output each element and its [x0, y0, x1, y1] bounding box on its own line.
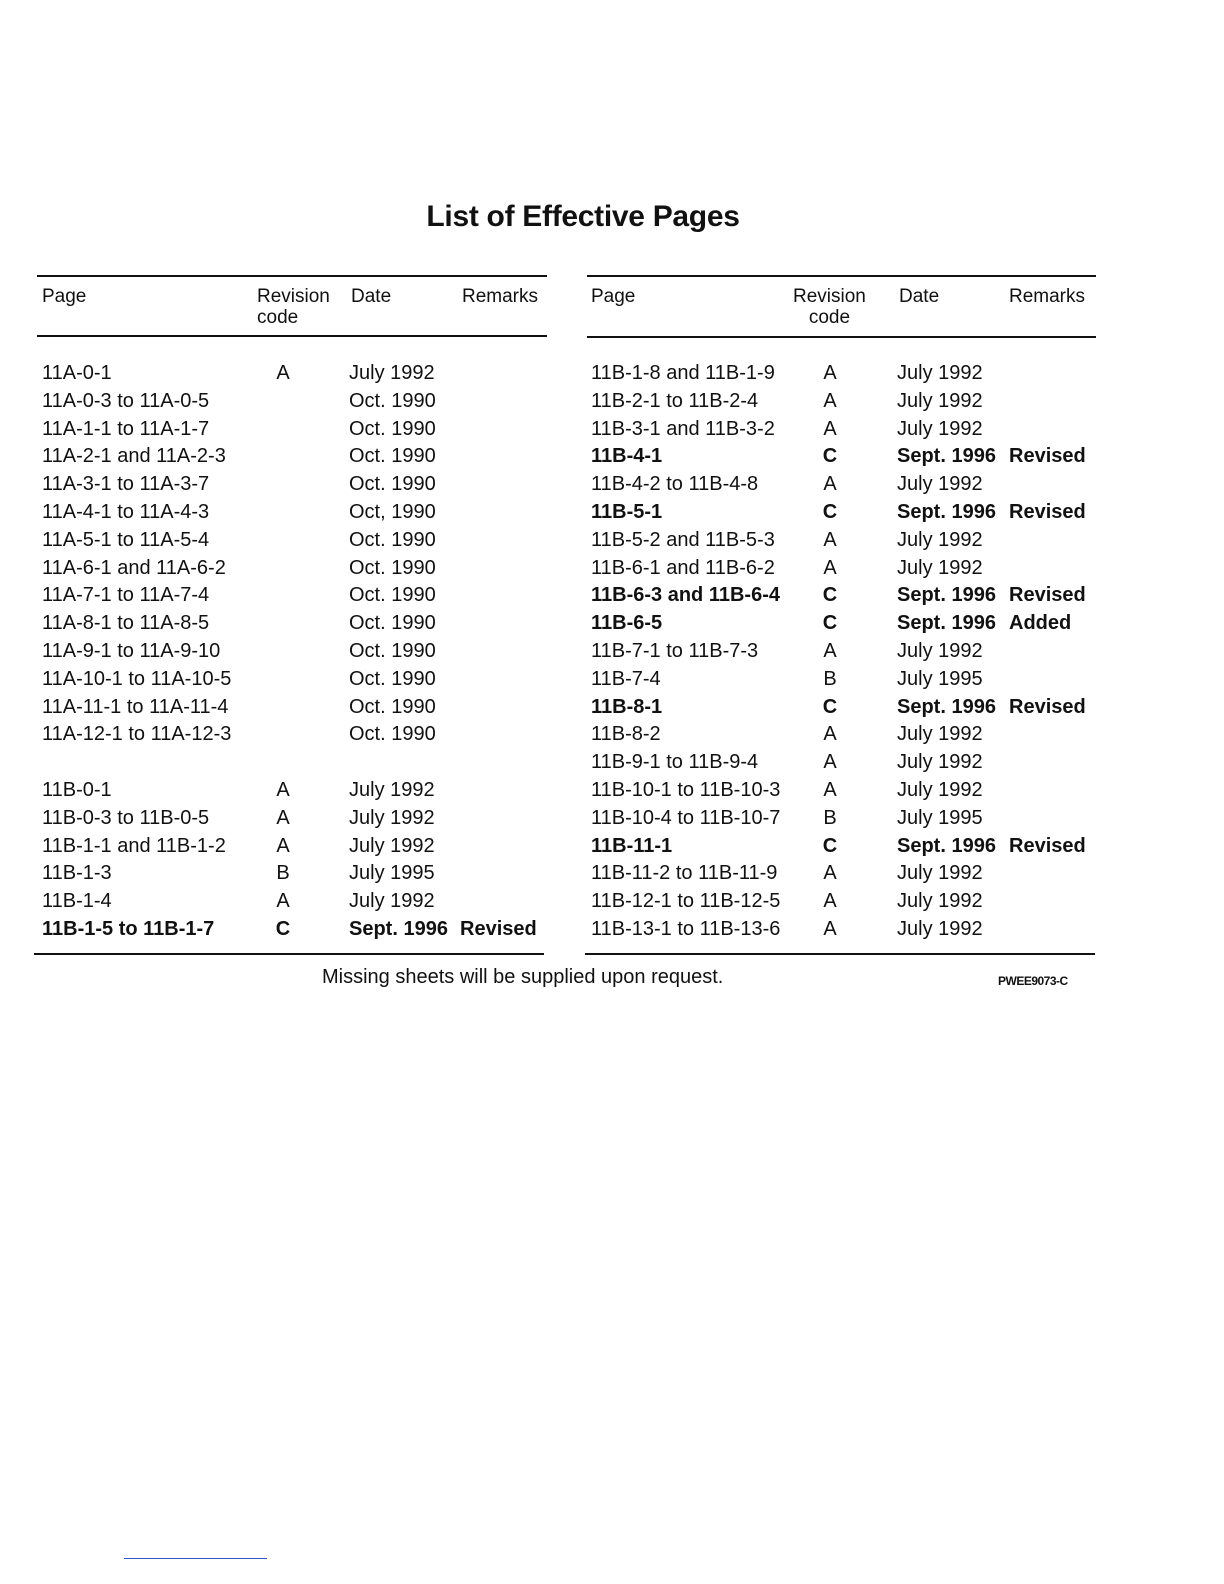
remarks-cell: Revised [1009, 584, 1086, 607]
date-cell: Sept. 1996 [897, 834, 996, 857]
table-row [591, 721, 1096, 749]
table-row [591, 916, 1096, 944]
table-row [591, 610, 1096, 638]
date-cell: Oct. 1990 [349, 612, 436, 635]
revision-code-cell: C [822, 445, 838, 468]
table-row [42, 777, 547, 805]
page-cell: 11A-5-1 to 11A-5-4 [42, 528, 210, 551]
date-cell: July 1992 [897, 389, 983, 412]
date-cell: Sept. 1996 [349, 917, 448, 940]
page-cell: 11B-12-1 to 11B-12-5 [591, 890, 781, 913]
revision-code-cell: A [823, 556, 837, 579]
revision-code-cell: A [823, 917, 837, 940]
table-row [591, 527, 1096, 555]
table-row [42, 749, 547, 777]
page-cell: 11B-7-1 to 11B-7-3 [591, 639, 759, 662]
table-row [42, 638, 547, 666]
date-column-header: Date [351, 286, 392, 307]
revision-code-cell: A [823, 473, 837, 496]
revision-code-cell: A [823, 639, 837, 662]
date-cell: Sept. 1996 [897, 695, 996, 718]
page-cell: 11A-7-1 to 11A-7-4 [42, 584, 210, 607]
table-row [591, 471, 1096, 499]
date-cell: Sept. 1996 [897, 500, 996, 523]
date-cell: Oct. 1990 [349, 667, 436, 690]
table-row [591, 888, 1096, 916]
page-cell: 11B-9-1 to 11B-9-4 [591, 751, 759, 774]
date-cell: July 1992 [897, 862, 983, 885]
table-row [591, 416, 1096, 444]
table-row [591, 694, 1096, 722]
date-cell: July 1992 [897, 528, 983, 551]
right-table-header [591, 276, 1096, 336]
page-cell: 11B-1-8 and 11B-1-9 [591, 362, 775, 384]
date-cell: Sept. 1996 [897, 584, 996, 607]
remarks-cell: Revised [1009, 445, 1086, 468]
revision-code-cell: A [823, 778, 837, 801]
table-row [42, 416, 547, 444]
revision-code-cell: C [822, 500, 838, 523]
date-cell: July 1992 [897, 778, 983, 801]
revision-code-cell: A [823, 751, 837, 774]
page-cell: 11B-1-1 and 11B-1-2 [42, 834, 226, 857]
page-cell: 11A-11-1 to 11A-11-4 [42, 695, 229, 718]
page-cell: 11A-9-1 to 11A-9-10 [42, 639, 221, 662]
page-cell: 11B-10-4 to 11B-10-7 [591, 806, 781, 829]
revision-code-cell: A [823, 723, 837, 746]
page-cell: 11A-12-1 to 11A-12-3 [42, 723, 232, 746]
revision-code-cell: B [823, 806, 837, 829]
table-row [42, 499, 547, 527]
date-cell: July 1992 [897, 556, 983, 579]
page-cell: 11B-11-2 to 11B-11-9 [591, 862, 778, 885]
revision-code-cell: C [822, 695, 838, 718]
remarks-cell: Revised [1009, 834, 1086, 857]
table-row [42, 666, 547, 694]
date-cell: July 1992 [897, 917, 983, 940]
revision-code-cell: C [822, 834, 838, 857]
table-row [591, 443, 1096, 471]
date-cell: July 1992 [897, 417, 983, 440]
date-cell: July 1992 [897, 723, 983, 746]
revision-code-cell: A [276, 834, 290, 857]
page-cell: 11B-7-4 [591, 667, 661, 690]
table-row [591, 833, 1096, 861]
left-table-bottom-rule [34, 953, 544, 955]
page-cell: 11B-13-1 to 11B-13-6 [591, 917, 781, 940]
table-row [42, 916, 547, 944]
remarks-column-header: Remarks [462, 286, 539, 307]
revision-code-cell: A [276, 362, 290, 384]
page-cell: 11B-1-5 to 11B-1-7 [42, 917, 215, 940]
revision-code-cell: A [823, 862, 837, 885]
table-row [42, 805, 547, 833]
page-cell: 11B-8-1 [591, 695, 663, 718]
table-row [42, 360, 547, 388]
date-cell: July 1992 [349, 834, 435, 857]
date-cell: Oct. 1990 [349, 417, 436, 440]
page-cell: 11B-3-1 and 11B-3-2 [591, 417, 775, 440]
date-cell: Oct. 1990 [349, 639, 436, 662]
date-cell: July 1992 [897, 751, 983, 774]
revision-code-cell: C [822, 584, 838, 607]
right-table-bottom-rule [585, 953, 1095, 955]
page-cell: 11A-2-1 and 11A-2-3 [42, 445, 226, 468]
right-table [591, 276, 1096, 944]
remarks-cell: Revised [460, 917, 537, 940]
date-column-header: Date [899, 286, 940, 307]
date-cell: July 1992 [349, 778, 435, 801]
table-row [591, 749, 1096, 777]
date-cell: Oct. 1990 [349, 556, 436, 579]
page-cell: 11B-0-1 [42, 778, 112, 801]
left-table-header [42, 276, 547, 336]
table-row [591, 777, 1096, 805]
page-cell: 11A-6-1 and 11A-6-2 [42, 556, 226, 579]
date-cell: Oct. 1990 [349, 723, 436, 746]
remarks-column-header: Remarks [1009, 286, 1086, 307]
date-cell: Sept. 1996 [897, 445, 996, 468]
table-row [42, 471, 547, 499]
table-row [591, 805, 1096, 833]
date-cell: July 1992 [897, 473, 983, 496]
remarks-cell: Added [1009, 612, 1072, 635]
date-cell: Oct, 1990 [349, 500, 436, 523]
date-cell: July 1992 [349, 806, 435, 829]
date-cell: July 1992 [897, 639, 983, 662]
decorative-line [124, 1558, 267, 1559]
table-row [591, 388, 1096, 416]
page-cell: 11A-1-1 to 11A-1-7 [42, 417, 210, 440]
revision-code-cell: C [822, 612, 838, 635]
page-cell: 11A-3-1 to 11A-3-7 [42, 473, 210, 496]
page-cell: 11B-10-1 to 11B-10-3 [591, 778, 781, 801]
left-table [42, 276, 547, 944]
page-cell: 11B-8-2 [591, 723, 661, 746]
table-row [42, 443, 547, 471]
table-row [591, 499, 1096, 527]
page-cell: 11B-6-1 and 11B-6-2 [591, 556, 775, 579]
table-row [42, 721, 547, 749]
page-cell: 11A-10-1 to 11A-10-5 [42, 667, 232, 690]
table-row [42, 388, 547, 416]
date-cell: Sept. 1996 [897, 612, 996, 635]
page-cell: 11B-1-3 [42, 862, 112, 885]
revision-code-cell: A [276, 890, 290, 913]
page-cell: 11B-6-5 [591, 612, 663, 635]
date-cell: Oct. 1990 [349, 445, 436, 468]
table-row [42, 555, 547, 583]
table-row [42, 610, 547, 638]
revision-code-cell: A [823, 890, 837, 913]
page-cell: 11B-1-4 [42, 890, 112, 913]
remarks-cell: Revised [1009, 500, 1086, 523]
table-row [42, 582, 547, 610]
table-row [591, 666, 1096, 694]
table-row [42, 860, 547, 888]
revision-code-cell: A [823, 528, 837, 551]
revision-code-cell: B [823, 667, 837, 690]
page-column-header: Page [42, 286, 87, 307]
date-cell: July 1992 [897, 890, 983, 913]
table-row [42, 527, 547, 555]
table-row [591, 638, 1096, 666]
table-row [42, 833, 547, 861]
table-row [42, 694, 547, 722]
page-cell: 11B-4-1 [591, 445, 663, 468]
table-row [591, 860, 1096, 888]
table-row [591, 555, 1096, 583]
page-cell: 11A-8-1 to 11A-8-5 [42, 612, 210, 635]
date-cell: July 1995 [897, 667, 983, 690]
revision-code-cell: A [823, 389, 837, 412]
date-cell: July 1995 [897, 806, 983, 829]
revision-code-cell: A [823, 362, 837, 384]
page-cell: 11B-5-1 [591, 500, 663, 523]
revision-code-cell: A [823, 417, 837, 440]
document-code: PWEE9073-C [998, 974, 1068, 988]
revision-column-header: Revision code [793, 286, 866, 328]
table-row [42, 888, 547, 916]
revision-code-cell: B [276, 862, 290, 885]
date-cell: July 1992 [897, 362, 983, 384]
page-cell: 11B-4-2 to 11B-4-8 [591, 473, 759, 496]
date-cell: Oct. 1990 [349, 473, 436, 496]
page-cell: 11A-0-3 to 11A-0-5 [42, 389, 210, 412]
page-cell: 11B-2-1 to 11B-2-4 [591, 389, 759, 412]
right-table-body [591, 360, 1096, 944]
date-cell: July 1992 [349, 890, 435, 913]
date-cell: Oct. 1990 [349, 584, 436, 607]
revision-code-cell: A [276, 806, 290, 829]
revision-code-cell: A [276, 778, 290, 801]
date-cell: Oct. 1990 [349, 695, 436, 718]
date-cell: Oct. 1990 [349, 528, 436, 551]
page-column-header: Page [591, 286, 636, 307]
footer-note: Missing sheets will be supplied upon request. [322, 966, 724, 988]
page-title: List of Effective Pages [426, 200, 740, 233]
table-row [591, 582, 1096, 610]
page-cell: 11A-0-1 [42, 362, 112, 384]
left-table-body [42, 360, 547, 944]
date-cell: July 1995 [349, 862, 435, 885]
page-cell: 11B-5-2 and 11B-5-3 [591, 528, 775, 551]
page-cell: 11B-0-3 to 11B-0-5 [42, 806, 210, 829]
page-cell: 11B-11-1 [591, 834, 673, 857]
page-cell: 11A-4-1 to 11A-4-3 [42, 500, 210, 523]
revision-column-header: Revision code [257, 286, 330, 328]
date-cell: July 1992 [349, 362, 435, 384]
table-row [591, 360, 1096, 388]
revision-code-cell: C [275, 917, 291, 940]
page-cell: 11B-6-3 and 11B-6-4 [591, 584, 780, 607]
remarks-cell: Revised [1009, 695, 1086, 718]
date-cell: Oct. 1990 [349, 389, 436, 412]
